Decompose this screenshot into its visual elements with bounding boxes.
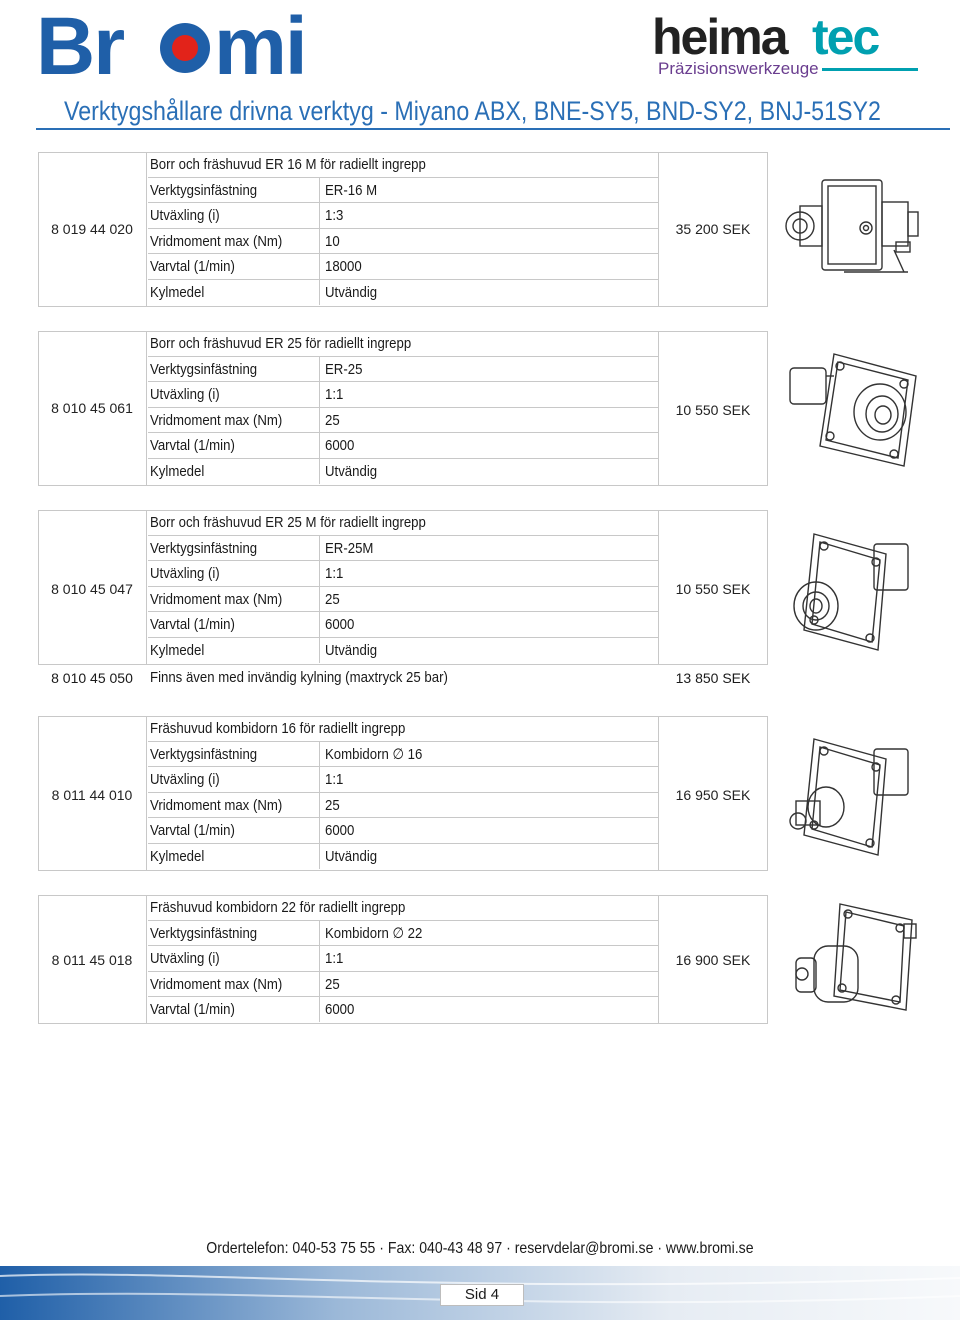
spec-value: Kombidorn ∅ 16: [325, 745, 423, 763]
product-heading: Borr och fräshuvud ER 25 för radiellt ingrepp: [150, 335, 412, 352]
spec-value: Kombidorn ∅ 22: [325, 924, 423, 942]
spec-label: Kylmedel: [150, 642, 205, 659]
spec-value: 6000: [325, 616, 355, 634]
spec-label: Kylmedel: [150, 284, 205, 301]
spec-label: Varvtal (1/min): [150, 437, 235, 455]
spec-value: 1:1: [325, 565, 344, 583]
spec-value: 25: [325, 590, 340, 608]
footer-contact: Ordertelefon: 040-53 75 55 · Fax: 040-43 48 97 · reservdelar@bromi.se · www.bromi.se: [206, 1240, 754, 1257]
product-card: [38, 895, 768, 1025]
spec-label: Vridmoment max (Nm): [150, 796, 283, 814]
price: 10 550 SEK: [675, 581, 751, 597]
product-heading: Borr och fräshuvud ER 25 M för radiellt ingrepp: [150, 514, 426, 531]
spec-value: 10: [325, 232, 340, 250]
price: 10 550 SEK: [675, 402, 751, 418]
spec-value: 1:1: [325, 386, 344, 404]
product-card: [38, 152, 768, 308]
page-number: Sid 4: [440, 1284, 524, 1306]
spec-label: Kylmedel: [150, 848, 205, 865]
product-heading: Fräshuvud kombidorn 22 för radiellt ingrepp: [150, 899, 406, 916]
spec-label: Verktygsinfästning: [150, 924, 258, 942]
spec-label: Vridmoment max (Nm): [150, 232, 283, 250]
spec-label: Utväxling (i): [150, 207, 220, 225]
spec-label: Vridmoment max (Nm): [150, 411, 283, 429]
spec-value: 25: [325, 411, 340, 429]
svg-text:heima: heima: [652, 9, 787, 65]
tool-holder-drawing: [790, 900, 924, 1026]
svg-text:mi: mi: [214, 4, 306, 82]
spec-value: Utvändig: [325, 284, 378, 301]
product-card: [38, 331, 768, 487]
price: 35 200 SEK: [675, 221, 751, 237]
svg-text:tec: tec: [812, 9, 879, 65]
product-heading: Fräshuvud kombidorn 16 för radiellt ingrepp: [150, 720, 406, 737]
variant-article-number: 8 010 45 050: [51, 670, 133, 686]
spec-label: Kylmedel: [150, 463, 205, 480]
spec-value: 6000: [325, 822, 355, 840]
tool-holder-drawing: [786, 346, 920, 472]
spec-label: Varvtal (1/min): [150, 616, 235, 634]
spec-value: 25: [325, 796, 340, 814]
spec-label: Utväxling (i): [150, 386, 220, 404]
tool-holder-drawing: [786, 735, 920, 861]
tool-holder-drawing: [784, 172, 924, 288]
product-heading: Borr och fräshuvud ER 16 M för radiellt ingrepp: [150, 156, 426, 173]
spec-value: ER-25M: [325, 539, 374, 557]
tool-holder-drawing: [786, 530, 920, 656]
spec-label: Verktygsinfästning: [150, 360, 258, 378]
spec-label: Varvtal (1/min): [150, 822, 235, 840]
spec-label: Vridmoment max (Nm): [150, 975, 283, 993]
product-card: [38, 716, 768, 872]
svg-text:Präzisionswerkzeuge: Präzisionswerkzeuge: [658, 59, 819, 78]
bromi-logo: [36, 4, 306, 82]
heimatec-logo: [652, 6, 922, 80]
variant-row: [38, 666, 768, 690]
article-number: 8 011 45 018: [51, 952, 133, 968]
spec-value: ER-16 M: [325, 181, 378, 199]
spec-value: Utvändig: [325, 848, 378, 865]
spec-label: Utväxling (i): [150, 771, 220, 789]
article-number: 8 011 44 010: [51, 787, 133, 803]
variant-price: 13 850 SEK: [675, 670, 751, 686]
spec-value: 1:1: [325, 771, 344, 789]
title-rule: [36, 128, 950, 130]
spec-label: Utväxling (i): [150, 565, 220, 583]
spec-value: 6000: [325, 1001, 355, 1019]
svg-text:Br: Br: [36, 4, 124, 82]
spec-value: 6000: [325, 437, 355, 455]
spec-value: 1:3: [325, 207, 344, 225]
variant-text: Finns även med invändig kylning (maxtryck 25 bar): [150, 669, 448, 686]
spec-value: 1:1: [325, 950, 344, 968]
spec-label: Varvtal (1/min): [150, 258, 235, 276]
spec-label: Vridmoment max (Nm): [150, 590, 283, 608]
spec-label: Utväxling (i): [150, 950, 220, 968]
product-card: [38, 510, 768, 666]
spec-label: Varvtal (1/min): [150, 1001, 235, 1019]
price: 16 950 SEK: [675, 787, 751, 803]
spec-value: Utvändig: [325, 642, 378, 659]
spec-value: 18000: [325, 258, 362, 276]
article-number: 8 010 45 047: [51, 581, 133, 597]
spec-label: Verktygsinfästning: [150, 539, 258, 557]
article-number: 8 019 44 020: [51, 221, 133, 237]
article-number: 8 010 45 061: [51, 400, 133, 416]
spec-label: Verktygsinfästning: [150, 181, 258, 199]
spec-value: ER-25: [325, 360, 363, 378]
spec-value: 25: [325, 975, 340, 993]
spec-value: Utvändig: [325, 463, 378, 480]
price: 16 900 SEK: [675, 952, 751, 968]
page-title: Verktygshållare drivna verktyg - Miyano ABX, BNE-SY5, BND-SY2, BNJ-51SY2: [64, 96, 881, 126]
spec-label: Verktygsinfästning: [150, 745, 258, 763]
